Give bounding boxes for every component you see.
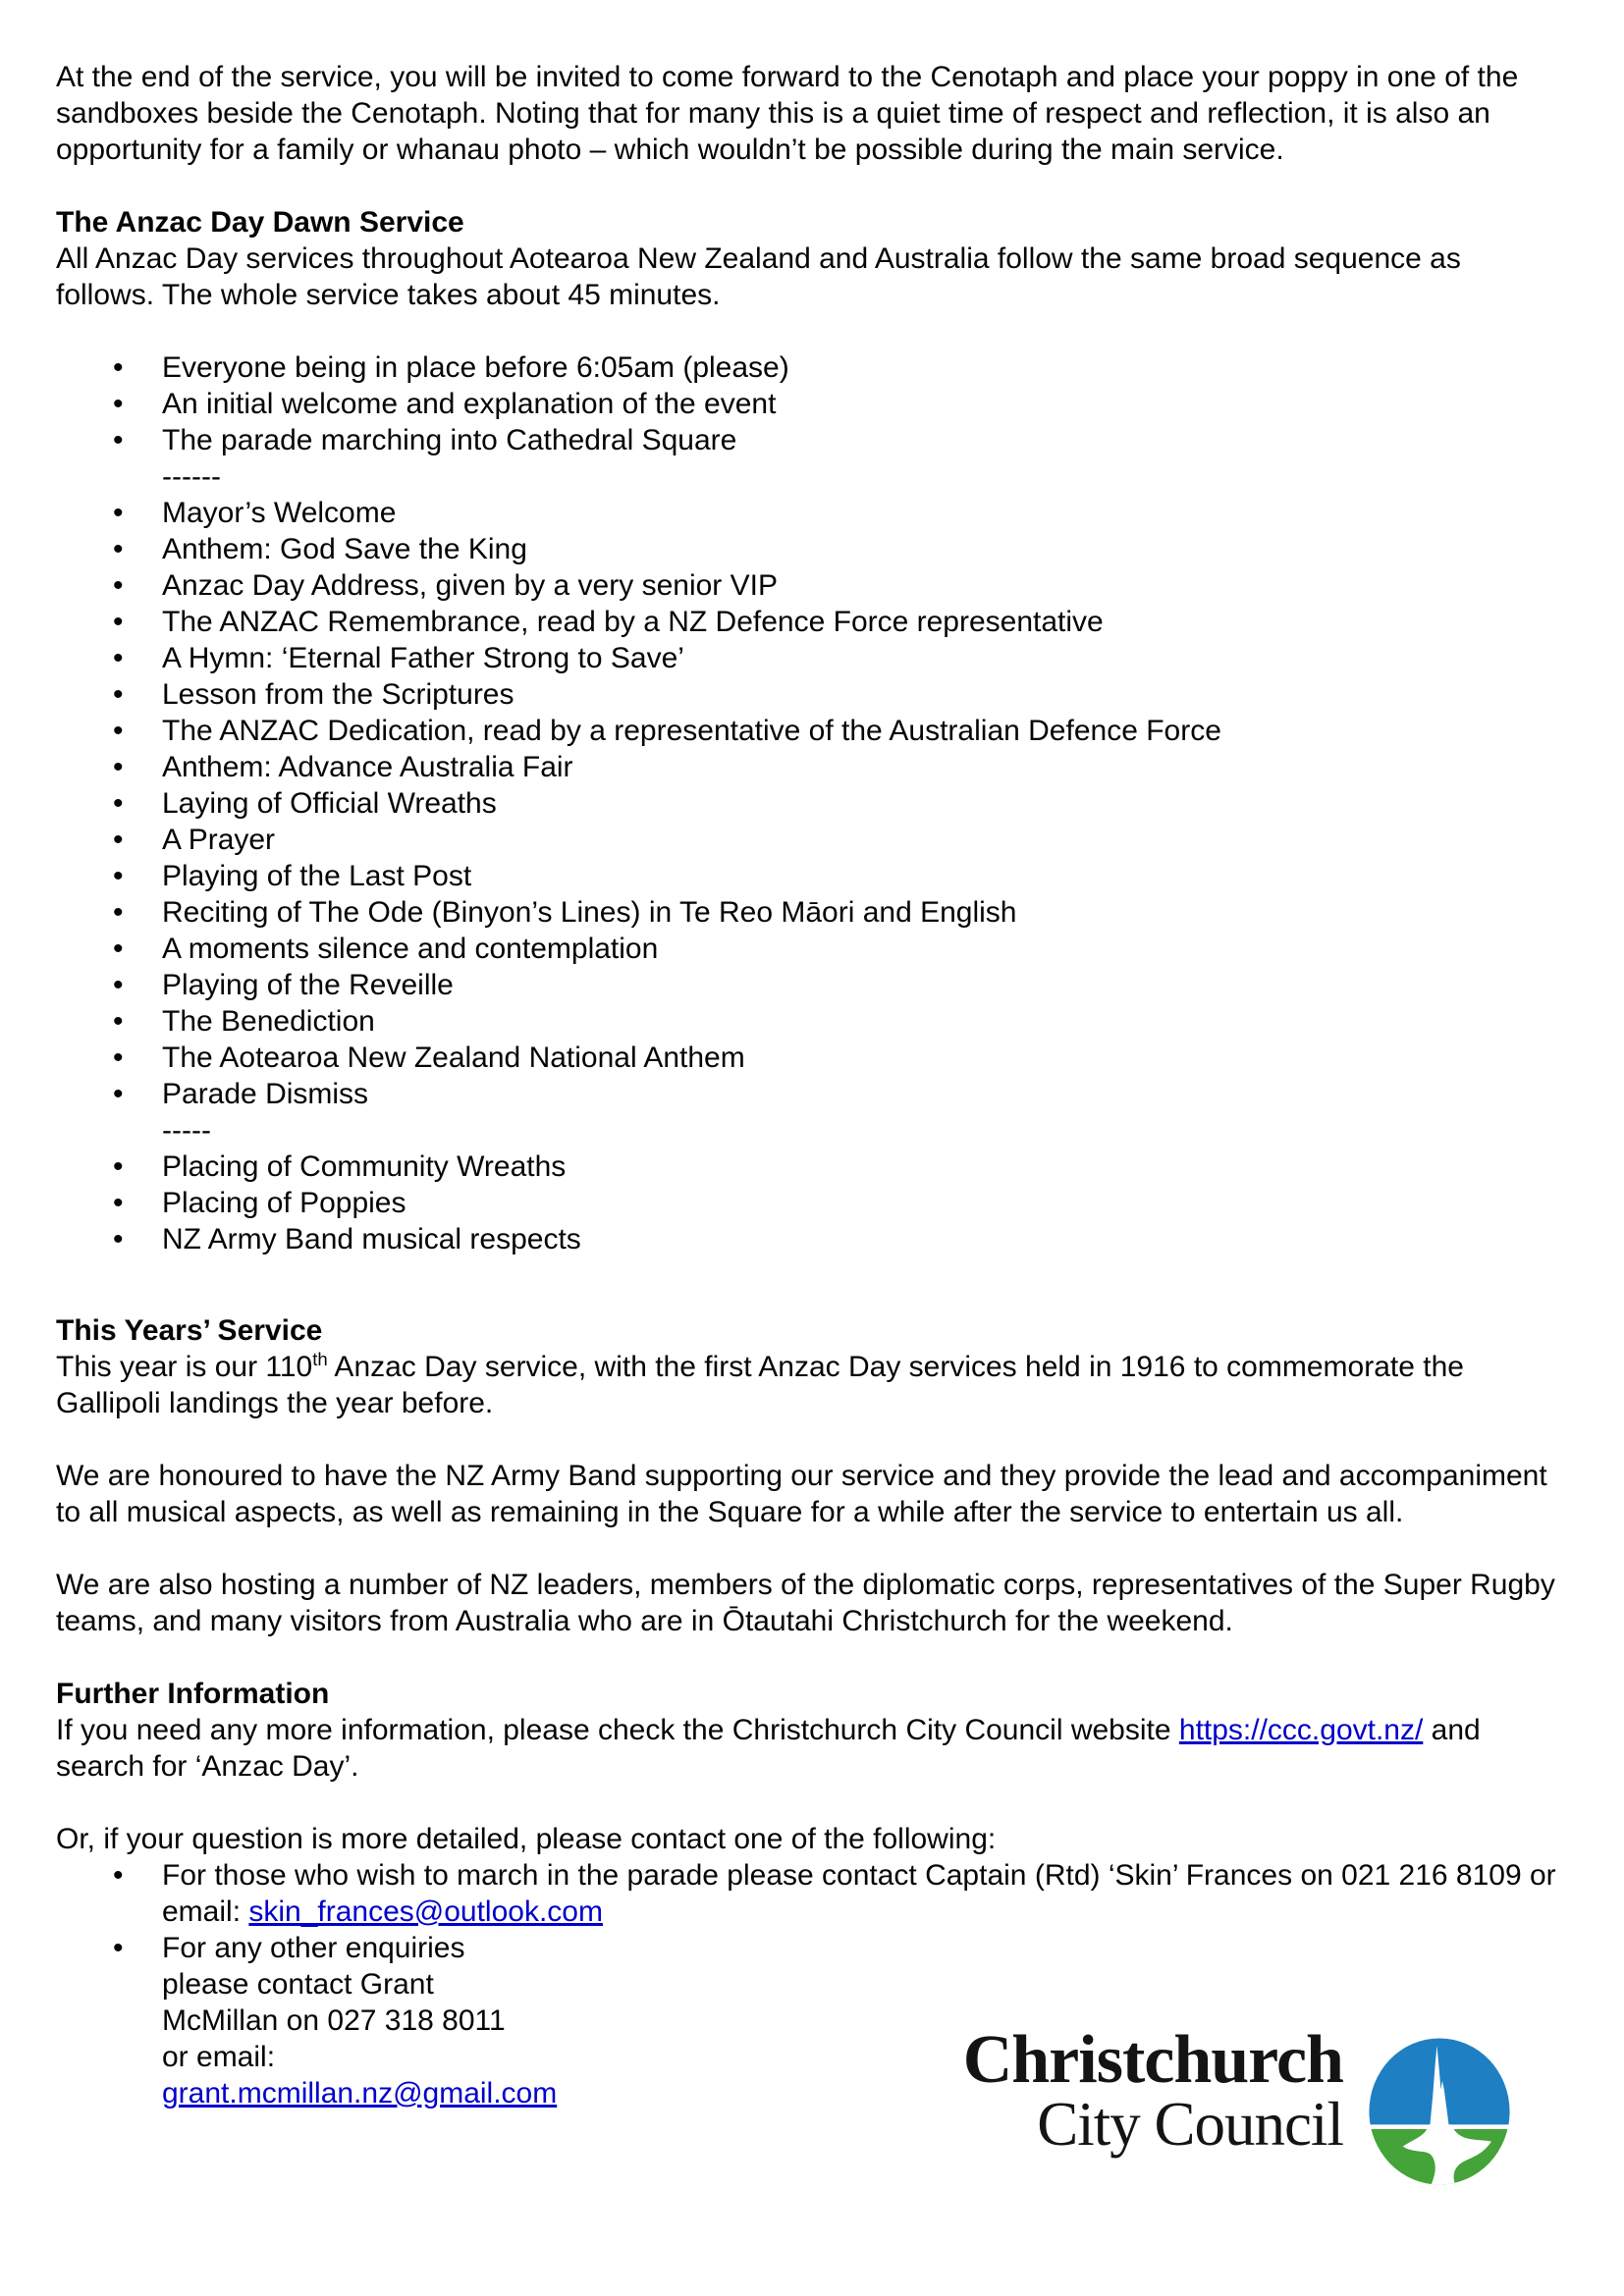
logo-wordmark [862, 2022, 1343, 2159]
list-item [56, 894, 1567, 931]
order-item-text: The parade marching into Cathedral Square [162, 424, 737, 456]
contact-item-parade [56, 1857, 1567, 1930]
this-years-service-paragraph-3: We are also hosting a number of NZ leaders, members of the diplomatic corps, representatives of the Super Rugby teams, and many visitors from Australia who are in Ōtautahi Christchurch for the weekend. [56, 1569, 1555, 1637]
list-item [56, 1040, 1567, 1076]
para-text: Anzac Day service, with the first Anzac Day services held in 1916 to commemorate the Gallipoli landings the year before. [56, 1351, 1464, 1419]
contact-intro-paragraph: Or, if your question is more detailed, please contact one of the following: [56, 1823, 997, 1855]
this-years-service-heading: This Years’ Service [56, 1314, 323, 1347]
dawn-service-intro: All Anzac Day services throughout Aotearoa New Zealand and Australia follow the same broad sequence as follows. The whole service takes about 45 minutes. [56, 242, 1461, 311]
order-item-text: The Benediction [162, 1005, 375, 1038]
order-item-text: Everyone being in place before 6:05am (please) [162, 351, 789, 384]
general-email-link[interactable]: grant.mcmillan.nz@gmail.com [162, 2077, 558, 2109]
council-website-link[interactable]: https://ccc.govt.nz/ [1178, 1714, 1424, 1746]
order-item-text: The ANZAC Dedication, read by a representative of the Australian Defence Force [162, 715, 1221, 747]
ordinal-superscript: th [312, 1349, 328, 1369]
christchurch-city-council-logo [862, 2022, 1530, 2195]
order-item-text: NZ Army Band musical respects [162, 1223, 581, 1255]
order-item-text: Placing of Poppies [162, 1187, 406, 1219]
blank-line [56, 1530, 1567, 1567]
further-information-paragraph [56, 1712, 1567, 1785]
contact-text: For any other enquiries please contact Grant McMillan on 027 318 8011 or email: [162, 1932, 506, 2073]
order-item-text: Anthem: God Save the King [162, 533, 527, 565]
contact-text: For those who wish to march in the parade please contact Captain (Rtd) ‘Skin’ Frances on 021 216 8109 or email: [162, 1859, 1556, 1928]
order-item-text: Placing of Community Wreaths [162, 1150, 567, 1183]
order-item-text: Anthem: Advance Australia Fair [162, 751, 573, 783]
order-item-text: A Prayer [162, 824, 276, 856]
list-item [56, 676, 1567, 713]
parade-email-link[interactable]: skin_frances@outlook.com [248, 1896, 603, 1928]
list-item [56, 1112, 1567, 1148]
further-information-heading: Further Information [56, 1678, 330, 1710]
blank-line [56, 1639, 1567, 1676]
list-item [56, 1185, 1567, 1221]
list-item [56, 931, 1567, 967]
blank-line [56, 168, 1567, 204]
order-item-text: Lesson from the Scriptures [162, 678, 514, 711]
this-years-service-paragraph-2: We are honoured to have the NZ Army Band supporting our service and they provide the lead and accompaniment to all musical aspects, as well as remaining in the Square for a while after the service to entertain us all. [56, 1460, 1547, 1528]
order-item-text: Reciting of The Ode (Binyon’s Lines) in Te Reo Māori and English [162, 896, 1017, 929]
order-of-service-list [56, 349, 1567, 1257]
order-item-text: Laying of Official Wreaths [162, 787, 497, 820]
list-item [56, 531, 1567, 567]
logo-line-2: City Council [1037, 2090, 1343, 2159]
blank-line [56, 1257, 1567, 1312]
list-item [56, 1221, 1567, 1257]
order-item-text: Parade Dismiss [162, 1078, 369, 1110]
order-item-text: Playing of the Last Post [162, 860, 472, 892]
list-item [56, 567, 1567, 604]
blank-line [56, 313, 1567, 349]
blank-line [56, 1421, 1567, 1458]
list-item [56, 386, 1567, 422]
order-item-text: An initial welcome and explanation of the event [162, 388, 777, 420]
blank-line [56, 1785, 1567, 1821]
list-item [56, 1076, 1567, 1112]
order-item-text: The Aotearoa New Zealand National Anthem [162, 1041, 745, 1074]
list-item [56, 713, 1567, 749]
order-item-text: Mayor’s Welcome [162, 497, 397, 529]
order-item-text: ------ [162, 460, 221, 493]
logo-line-1: Christchurch [962, 2022, 1343, 2098]
para-text: and search for ‘Anzac Day’. [56, 1714, 1481, 1783]
para-text: This year is our 110 [56, 1351, 313, 1383]
order-item-text: ----- [162, 1114, 211, 1147]
list-item [56, 785, 1567, 822]
order-item-text: Playing of the Reveille [162, 969, 454, 1001]
list-item [56, 458, 1567, 495]
list-item [56, 749, 1567, 785]
list-item [56, 604, 1567, 640]
contact-item-general [56, 1930, 558, 2111]
order-item-text: The ANZAC Remembrance, read by a NZ Defence Force representative [162, 606, 1104, 638]
list-item [56, 1148, 1567, 1185]
cathedral-spire-icon [1365, 2034, 1514, 2195]
list-item [56, 422, 1567, 458]
this-years-service-paragraph-1 [56, 1349, 1567, 1421]
order-item-text: A Hymn: ‘Eternal Father Strong to Save’ [162, 642, 684, 674]
list-item [56, 822, 1567, 858]
list-item [56, 640, 1567, 676]
list-item [56, 495, 1567, 531]
list-item [56, 349, 1567, 386]
list-item [56, 858, 1567, 894]
intro-paragraph: At the end of the service, you will be invited to come forward to the Cenotaph and place your poppy in one of the sandboxes beside the Cenotaph. Noting that for many this is a quiet time of respect and reflection, it is also an opportunity for a family or whanau photo – which wouldn’t be possible during the main service. [56, 61, 1519, 166]
para-text: If you need any more information, please check the Christchurch City Council website [56, 1714, 1179, 1746]
list-item [56, 1003, 1567, 1040]
dawn-service-heading: The Anzac Day Dawn Service [56, 206, 464, 239]
list-item [56, 967, 1567, 1003]
order-item-text: Anzac Day Address, given by a very senior VIP [162, 569, 778, 602]
order-item-text: A moments silence and contemplation [162, 933, 659, 965]
